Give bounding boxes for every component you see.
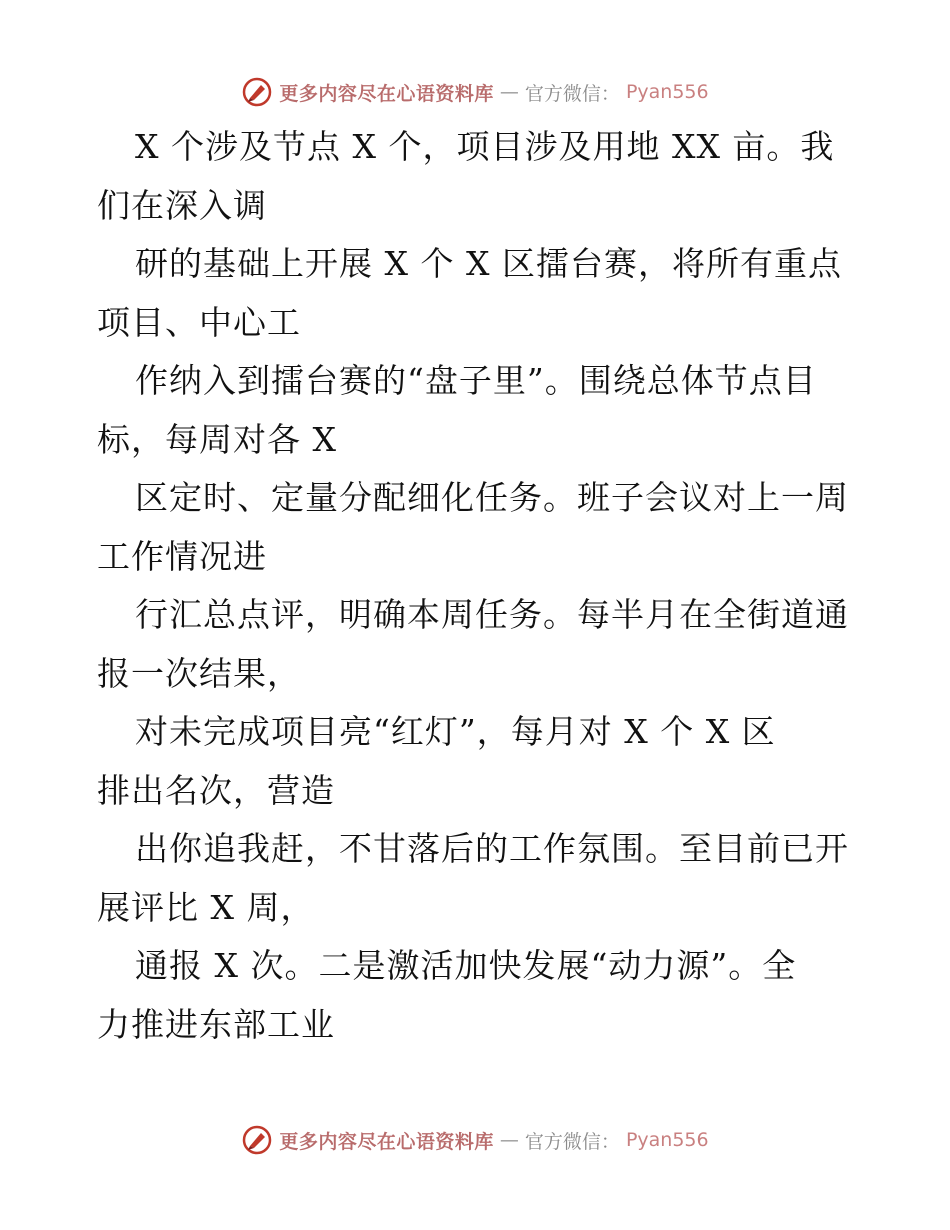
document-body: [97, 118, 857, 1054]
body-line: 出你追我赶，不甘落后的工作氛围。至目前已开: [135, 829, 849, 868]
body-line: 对未完成项目亮“红灯”，每月对 X 个 X 区: [135, 712, 776, 751]
header-separator: —: [499, 81, 519, 103]
footer-wechat-label: 官方微信：: [524, 1130, 620, 1153]
body-line: 标，每周对各 X: [97, 419, 337, 459]
header-site-text: 更多内容尽在心语资料库: [279, 82, 494, 105]
body-line: 工作情况进: [97, 536, 267, 576]
body-line: 研的基础上开展 X 个 X 区擂台赛，将所有重点: [135, 244, 842, 283]
header-wechat-label: 官方微信：: [524, 82, 620, 105]
footer-separator: —: [499, 1129, 519, 1151]
header-watermark: [0, 72, 950, 112]
body-line: 报一次结果，: [97, 653, 301, 693]
body-line: 排出名次，营造: [97, 770, 335, 810]
body-line: 力推进东部工业: [97, 1004, 335, 1044]
body-line: 行汇总点评，明确本周任务。每半月在全街道通: [135, 595, 849, 634]
footer-site-text: 更多内容尽在心语资料库: [279, 1130, 494, 1153]
pen-logo-icon: [241, 1124, 273, 1156]
header-wechat-id: Pyan556: [625, 81, 709, 103]
pen-logo-icon: [241, 76, 273, 108]
body-line: 们在深入调: [97, 185, 267, 225]
body-line: 项目、中心工: [97, 302, 301, 342]
body-line: X 个涉及节点 X 个，项目涉及用地 XX 亩。我: [135, 127, 835, 166]
body-line: 区定时、定量分配细化任务。班子会议对上一周: [135, 478, 849, 517]
footer-wechat-id: Pyan556: [625, 1129, 709, 1151]
body-line: 通报 X 次。二是激活加快发展“动力源”。全: [135, 946, 797, 985]
footer-watermark: [0, 1120, 950, 1160]
body-line: 作纳入到擂台赛的“盘子里”。围绕总体节点目: [135, 361, 817, 400]
body-line: 展评比 X 周，: [97, 887, 315, 927]
